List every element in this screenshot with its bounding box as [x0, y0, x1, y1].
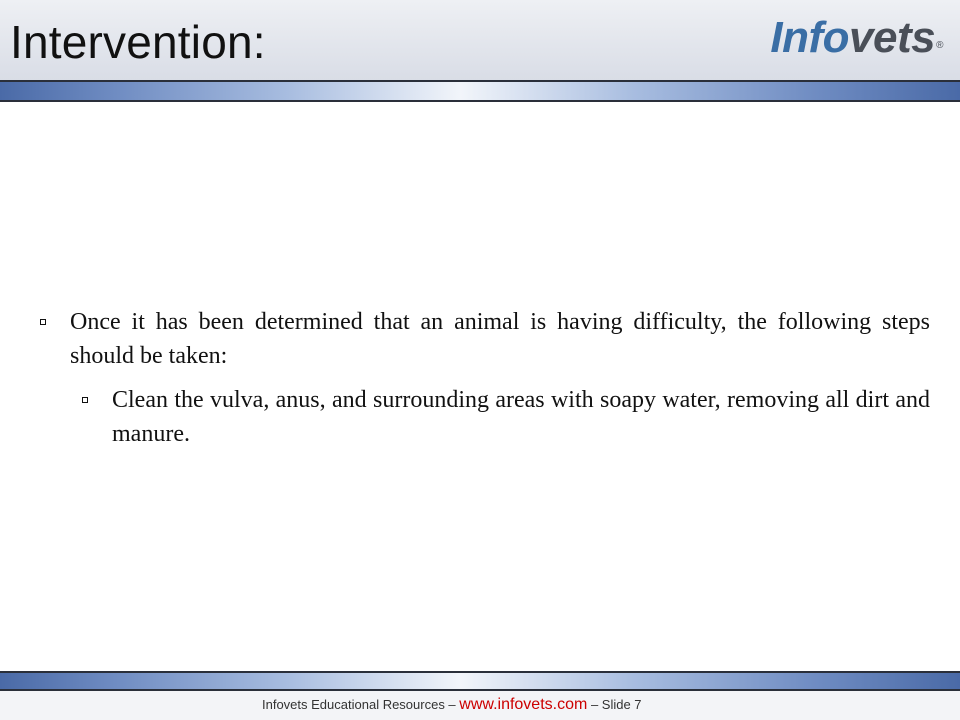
slide-body: [40, 305, 930, 451]
logo-registered-mark: ®: [936, 40, 943, 51]
hollow-square-bullet-icon: [82, 397, 88, 403]
slide-footer: [0, 691, 960, 720]
header-gradient-bar: [0, 80, 960, 102]
bullet-item-level-1: [40, 305, 930, 373]
infovets-logo: [770, 12, 942, 64]
bullet-item-level-2: [40, 383, 930, 451]
footer-caption: [262, 696, 642, 714]
footer-prefix: Infovets Educational Resources –: [262, 697, 460, 712]
bullet-text: Once it has been determined that an animal is having difficulty, the following steps should be taken:: [70, 309, 930, 369]
footer-suffix: – Slide 7: [587, 697, 642, 712]
footer-gradient-bar: [0, 671, 960, 691]
slide-title: Intervention:: [10, 16, 266, 68]
footer-website-link[interactable]: www.infovets.com: [459, 696, 588, 713]
logo-text-info: Info: [770, 13, 850, 62]
hollow-square-bullet-icon: [40, 319, 46, 325]
bullet-text: Clean the vulva, anus, and surrounding areas with soapy water, removing all dirt and manure.: [112, 387, 930, 447]
slide-header: [0, 0, 960, 80]
logo-text-vets: vets: [849, 13, 936, 62]
